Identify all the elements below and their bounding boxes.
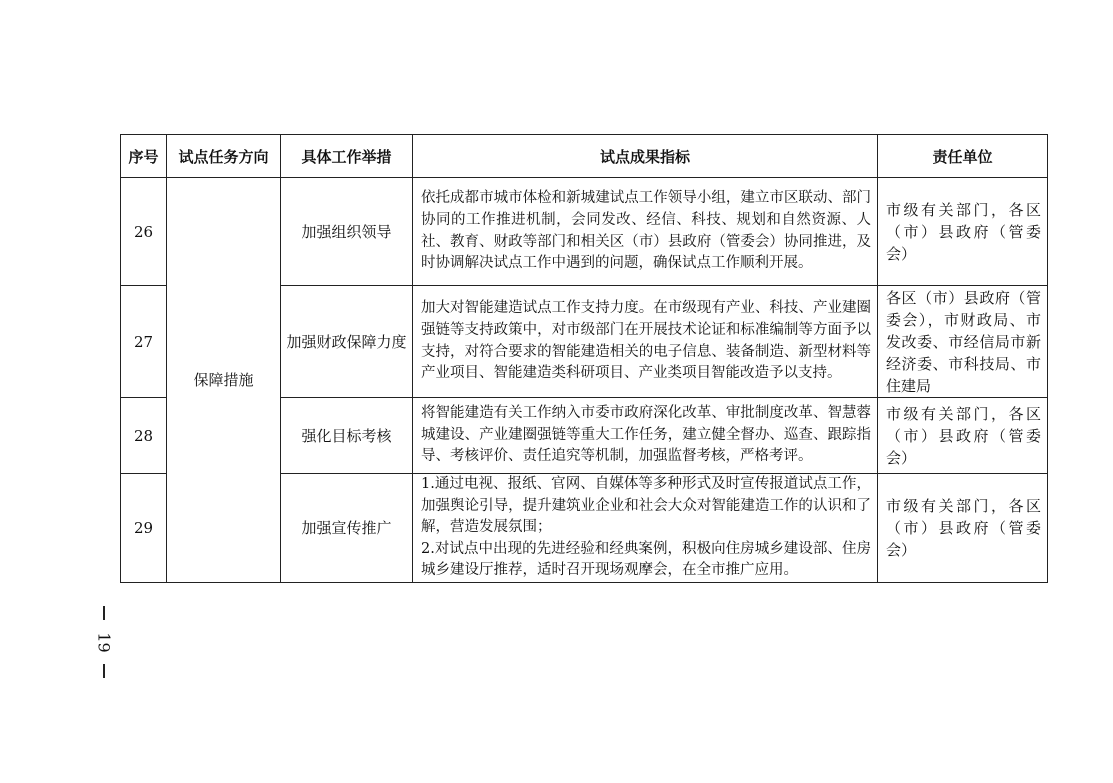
row-indicator: 依托成都市城市体检和新城建试点工作领导小组，建立市区联动、部门协同的工作推进机制，会同发改、经信、科技、规划和自然资源、人社、教育、财政等部门和相关区（市）县政府（管委会）协同推进，及时协调解决试点工作中遇到的问题，确保试点工作顺利开展。 [413, 178, 878, 286]
row-measure: 加强财政保障力度 [281, 286, 413, 398]
indicator-line: 2.对试点中出现的先进经验和经典案例，积极向住房城乡建设部、住房城乡建设厅推荐，适时召开现场观摩会，在全市推广应用。 [421, 540, 871, 579]
row-unit: 市级有关部门，各区（市）县政府（管委会） [878, 178, 1048, 286]
task-direction: 保障措施 [167, 178, 281, 583]
row-number: 29 [121, 474, 167, 583]
header-indicator: 试点成果指标 [413, 135, 878, 178]
measures-table [120, 134, 1048, 583]
indicator-line: 1.通过电视、报纸、官网、自媒体等多种形式及时宣传报道试点工作，加强舆论引导，提升建筑业企业和社会大众对智能建造工作的认识和了解，营造发展氛围； [421, 476, 871, 536]
row-measure: 强化目标考核 [281, 398, 413, 474]
table-row [121, 178, 1048, 286]
header-direction: 试点任务方向 [167, 135, 281, 178]
page-number-text: 19 [94, 631, 114, 653]
row-measure: 加强组织领导 [281, 178, 413, 286]
row-number: 27 [121, 286, 167, 398]
row-measure: 加强宣传推广 [281, 474, 413, 583]
row-indicator: 加大对智能建造试点工作支持力度。在市级现有产业、科技、产业建圈强链等支持政策中，对市级部门在开展技术论证和标准编制等方面予以支持，对符合要求的智能建造相关的电子信息、装备制造、新型材料等产业项目、智能建造类科研项目、产业类项目智能改造予以支持。 [413, 286, 878, 398]
row-unit: 市级有关部门，各区（市）县政府（管委会） [878, 474, 1048, 583]
page-number-dash [103, 664, 105, 678]
row-unit: 市级有关部门，各区（市）县政府（管委会） [878, 398, 1048, 474]
row-number: 28 [121, 398, 167, 474]
page-number [92, 606, 116, 678]
row-indicator: 将智能建造有关工作纳入市委市政府深化改革、审批制度改革、智慧蓉城建设、产业建圈强链等重大工作任务，建立健全督办、巡查、跟踪指导、考核评价、责任追究等机制，加强监督考核，严格考评。 [413, 398, 878, 474]
row-number: 26 [121, 178, 167, 286]
header-measure: 具体工作举措 [281, 135, 413, 178]
header-row [121, 135, 1048, 178]
page-number-dash [103, 606, 105, 620]
header-serial: 序号 [121, 135, 167, 178]
header-unit: 责任单位 [878, 135, 1048, 178]
row-indicator [413, 474, 878, 583]
row-unit: 各区（市）县政府（管委会），市财政局、市发改委、市经信局市新经济委、市科技局、市住建局 [878, 286, 1048, 398]
